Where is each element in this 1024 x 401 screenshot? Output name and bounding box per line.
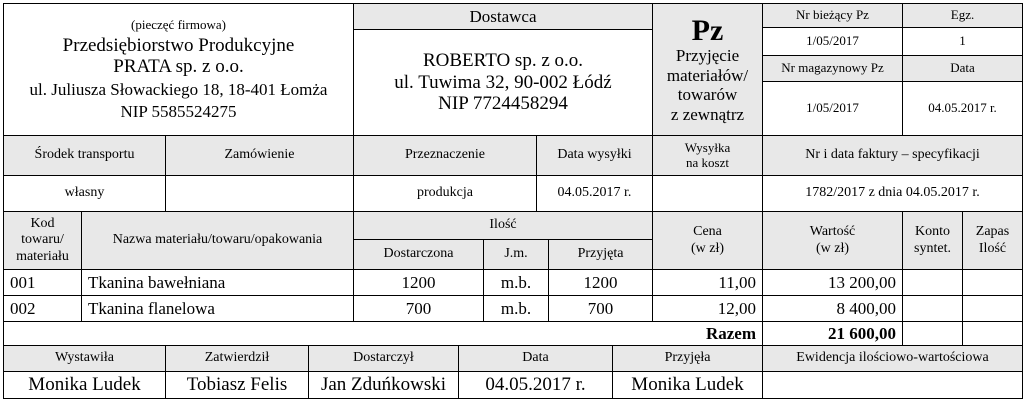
shipping-cost-label [652,135,762,175]
item-name: Tkanina flanelowa [81,295,353,321]
order-label: Zamówienie [165,135,353,175]
column-unit: J.m. [483,239,548,269]
column-value-line1: Wartość [809,224,856,240]
supplier-address: ul. Tuwima 32, 90-002 Łódź [394,71,612,93]
document-desc-line1: Przyjęcie [675,46,740,66]
item-code: 001 [3,269,81,295]
approved-by-value: Tobiasz Felis [165,371,308,398]
column-code-line1: Kod [30,216,55,232]
purpose-label: Przeznaczenie [353,135,536,175]
column-account-line2: syntet. [914,240,951,256]
records-value [762,371,1022,398]
purpose-value: produkcja [353,175,536,211]
column-accepted: Przyjęta [548,239,652,269]
delivered-by-value: Jan Zduńkowski [308,371,458,398]
invoice-label: Nr i data faktury – specyfikacji [762,135,1022,175]
invoice-value: 1782/2017 z dnia 04.05.2017 r. [762,175,1022,211]
total-stock-blank [962,321,1022,345]
item-delivered: 700 [353,295,483,321]
column-stock-line1: Zapas [975,224,1010,240]
item-code: 002 [3,295,81,321]
shipping-cost-value [652,175,762,211]
frame-right-border [1022,3,1023,399]
item-value: 8 400,00 [762,295,902,321]
warehouse-number-label: Nr magazynowy Pz [762,55,902,81]
copy-value: 1 [902,27,1022,55]
approved-by-label: Zatwierdził [165,345,308,371]
total-account-blank [902,321,962,345]
item-price: 12,00 [652,295,762,321]
column-stock [962,211,1022,269]
document-desc-line2: materiałów/ [666,65,749,85]
supplier-nip: NIP 7724458294 [438,93,568,115]
column-value [762,211,902,269]
column-name: Nazwa materiału/towaru/opakowania [81,211,353,269]
issued-by-label: Wystawiła [3,345,165,371]
column-code-line3: materiału [16,248,69,264]
column-account [902,211,962,269]
column-price-line1: Cena [693,224,722,240]
transport-value: własny [3,175,165,211]
transport-label: Środek transportu [3,135,165,175]
received-by-value: Monika Ludek [612,371,762,398]
date-label: Data [902,55,1022,81]
column-quantity: Ilość [353,211,652,239]
current-number-value: 1/05/2017 [762,27,902,55]
warehouse-number-value: 1/05/2017 [762,81,902,135]
delivered-by-label: Dostarczył [308,345,458,371]
column-code [3,211,81,269]
item-stock [962,295,1022,321]
received-by-label: Przyjęła [612,345,762,371]
supplier-name: ROBERTO sp. z o.o. [422,49,583,71]
item-delivered: 1200 [353,269,483,295]
column-price-line2: (w zł) [690,240,725,256]
item-value: 13 200,00 [762,269,902,295]
column-price [652,211,762,269]
item-unit: m.b. [483,269,548,295]
column-account-line1: Konto [915,224,950,240]
column-stock-line2: Ilość [978,240,1007,256]
shipping-cost-label-line2: na koszt [686,154,729,170]
item-accepted: 1200 [548,269,652,295]
total-value: 21 600,00 [762,321,902,345]
signature-date-value: 04.05.2017 r. [458,371,612,398]
document-code: Pz [691,13,724,47]
supplier-header: Dostawca [353,3,652,29]
column-delivered: Dostarczona [353,239,483,269]
seller-stamp [3,3,353,135]
ship-date-label: Data wysyłki [536,135,652,175]
shipping-cost-label-line1: Wysyłka [684,139,731,155]
total-label: Razem [3,321,762,345]
seller-name-line2: PRATA sp. z o.o. [113,56,244,78]
item-account [902,269,962,295]
signature-date-label: Data [458,345,612,371]
item-price: 11,00 [652,269,762,295]
column-value-line2: (w zł) [815,240,850,256]
stamp-label: (pieczęć firmowa) [131,16,226,32]
current-number-label: Nr bieżący Pz [762,3,902,27]
document-type [652,3,762,135]
seller-nip: NIP 5585524275 [120,101,237,121]
seller-name-line1: Przedsiębiorstwo Produkcyjne [62,34,295,56]
document-desc-line3: towarów [677,85,738,105]
item-unit: m.b. [483,295,548,321]
date-value: 04.05.2017 r. [902,81,1022,135]
document-desc-line4: z zewnątrz [670,104,745,124]
frame-bottom-border [3,398,1023,399]
item-account [902,295,962,321]
column-code-line2: towaru/ [21,232,64,248]
item-accepted: 700 [548,295,652,321]
item-name: Tkanina bawełniana [81,269,353,295]
seller-address: ul. Juliusza Słowackiego 18, 18-401 Łomża [29,80,328,100]
copy-label: Egz. [902,3,1022,27]
issued-by-value: Monika Ludek [3,371,165,398]
records-label: Ewidencja ilościowo-wartościowa [762,345,1022,371]
item-stock [962,269,1022,295]
ship-date-value: 04.05.2017 r. [536,175,652,211]
supplier-info [353,29,652,135]
order-value [165,175,353,211]
